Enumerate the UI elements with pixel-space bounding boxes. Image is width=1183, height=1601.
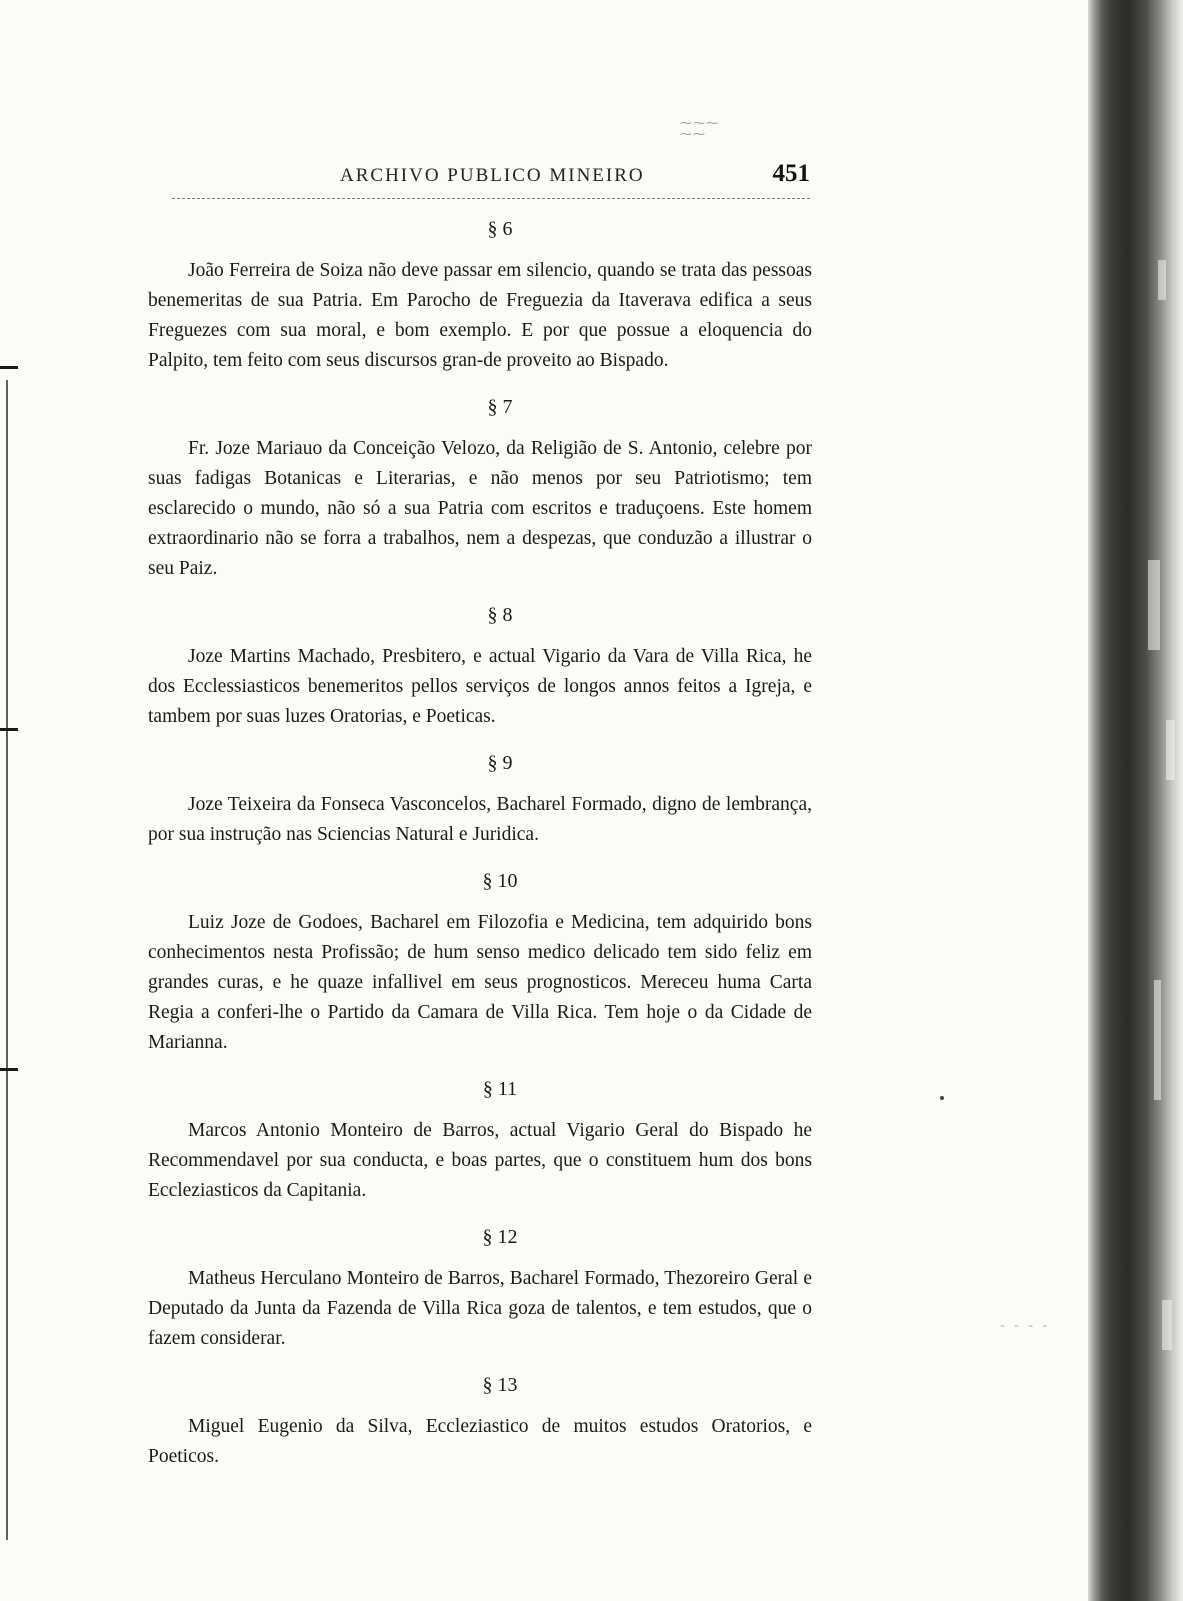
text-column (148, 212, 812, 1486)
entry-paragraph: Matheus Herculano Monteiro de Barros, Bacharel Formado, Thezoreiro Geral e Deputado da Junta da Fazenda de Villa Rica goza de talentos, e tem estudos, que o fazem considerar. (148, 1268, 812, 1349)
section-heading: § 7 (487, 396, 513, 418)
section-heading: § 8 (487, 604, 513, 626)
running-title: ARCHIVO PUBLICO MINEIRO (340, 165, 645, 186)
entry-paragraph: João Ferreira de Soiza não deve passar em silencio, quando se trata das pessoas benemeritas de sua Patria. Em Parocho de Freguezia da Itaverava edifica a seus Freguezes com sua moral, e bom exemplo. E por que possue a eloquencia do Palpito, tem feito com seus discursos gran-de proveito ao Bispado. (148, 260, 812, 371)
entry-paragraph: Miguel Eugenio da Silva, Eccleziastico de muitos estudos Oratorios, e Poeticos. (148, 1416, 812, 1467)
scan-blemish: - - - - (1000, 1318, 1051, 1333)
margin-tick (0, 1068, 18, 1071)
section-heading: § 11 (482, 1078, 518, 1100)
header-rule (172, 198, 810, 199)
page-number: 451 (772, 160, 810, 187)
section-heading: § 12 (482, 1226, 518, 1248)
section-heading: § 10 (482, 870, 518, 892)
entry-paragraph: Fr. Joze Mariauo da Conceição Velozo, da Religião de S. Antonio, celebre por suas fadigas Botanicas e Literarias, e não menos por seu Patriotismo; tem esclarecido o mundo, não só a sua Patria com escritos e traduçoens. Este homem extraordinario não se forra a trabalhos, nem a despezas, que conduzão a illustrar o seu Paiz. (148, 438, 812, 579)
margin-tick (0, 366, 18, 369)
scan-blemish: ⁓⁓⁓ ⁓⁓ (680, 116, 719, 141)
section-heading: § 6 (487, 218, 513, 240)
left-margin-line (6, 380, 8, 1540)
scan-blemish (940, 1096, 944, 1100)
entry-paragraph: Joze Teixeira da Fonseca Vasconcelos, Bacharel Formado, digno de lembrança, por sua instrução nas Sciencias Natural e Juridica. (148, 794, 812, 845)
entry-paragraph: Luiz Joze de Godoes, Bacharel em Filozofia e Medicina, tem adquirido bons conhecimentos nesta Profissão; de hum senso medico delicado tem sido feliz em grandes curas, e he quaze infallivel em seus prognosticos. Mereceu huma Carta Regia a conferi-lhe o Partido da Camara de Villa Rica. Tem hoje o da Cidade de Marianna. (148, 912, 812, 1053)
section-heading: § 9 (487, 752, 513, 774)
binding-edge (1088, 0, 1183, 1601)
margin-tick (0, 728, 18, 731)
page-header (150, 150, 810, 210)
section-heading: § 13 (482, 1374, 518, 1396)
entry-paragraph: Joze Martins Machado, Presbitero, e actual Vigario da Vara de Villa Rica, he dos Ecclessiasticos benemeritos pellos serviços de longos annos feitos a Igreja, e tambem por suas luzes Oratorias, e Poeticas. (148, 646, 812, 727)
entry-paragraph: Marcos Antonio Monteiro de Barros, actual Vigario Geral do Bispado he Recommendavel por sua conducta, e boas partes, que o constituem hum dos bons Eccleziasticos da Capitania. (148, 1120, 812, 1201)
